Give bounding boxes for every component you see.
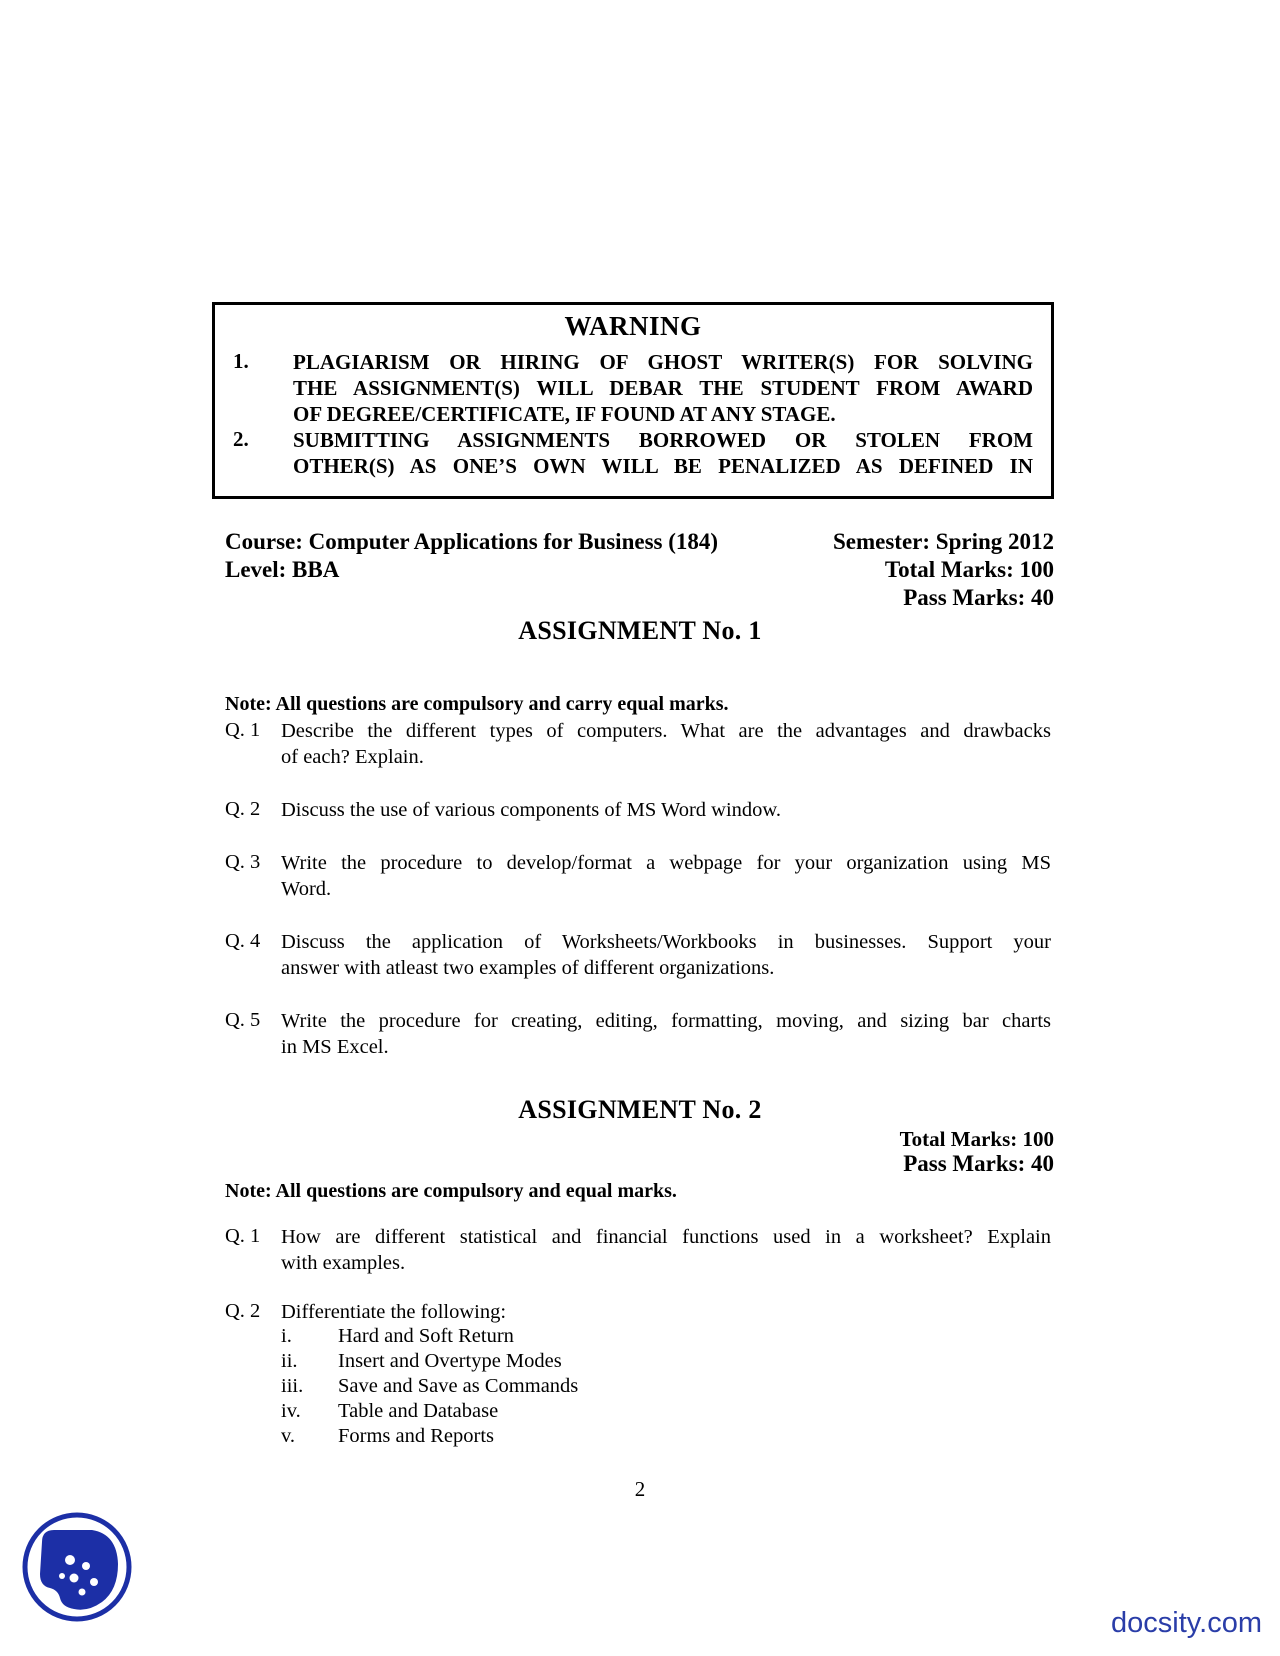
list-item: Save and Save as Commands xyxy=(338,1375,579,1397)
assignment-2-pass-marks: Pass Marks: 40 xyxy=(903,1151,1054,1176)
question-line: in MS Excel. xyxy=(281,1036,389,1058)
question-line: Describe the different types of computers. What are the advantages and drawbacks xyxy=(281,720,1051,742)
semester-label: Semester: Spring 2012 xyxy=(832,529,1054,554)
question-label: Q. 1 xyxy=(225,719,261,741)
course-label: Course: Computer Applications for Business (184) xyxy=(225,529,719,554)
question-line: answer with atleast two examples of different organizations. xyxy=(281,957,775,979)
pass-marks-label: Pass Marks: 40 xyxy=(903,585,1054,610)
question-label: Q. 1 xyxy=(225,1225,261,1247)
total-marks-label: Total Marks: 100 xyxy=(884,557,1054,582)
page-number: 2 xyxy=(634,1477,646,1501)
warning-line: OF DEGREE/CERTIFICATE, IF FOUND AT ANY STAGE. xyxy=(293,402,836,426)
warning-line: PLAGIARISM OR HIRING OF GHOST WRITER(S) FOR SOLVING xyxy=(293,350,1033,374)
question-line: How are different statistical and financial functions used in a worksheet? Explain xyxy=(281,1226,1051,1248)
question-line: Differentiate the following: xyxy=(281,1301,507,1323)
question-label: Q. 3 xyxy=(225,851,261,873)
question-line: Discuss the application of Worksheets/Workbooks in businesses. Support your xyxy=(281,931,1051,953)
question-label: Q. 2 xyxy=(225,1300,261,1322)
question-line: Discuss the use of various components of MS Word window. xyxy=(281,799,781,821)
assignment-2-title: ASSIGNMENT No. 2 xyxy=(518,1095,762,1124)
brand-link[interactable]: docsity.com xyxy=(1111,1607,1262,1639)
assignment-2-total-marks: Total Marks: 100 xyxy=(899,1127,1054,1151)
list-item-number: iii. xyxy=(281,1375,304,1397)
question-label: Q. 4 xyxy=(225,930,261,952)
warning-item-number: 2. xyxy=(233,427,249,451)
list-item: Forms and Reports xyxy=(338,1425,495,1447)
warning-box xyxy=(212,302,1054,499)
question-line: Word. xyxy=(281,878,332,900)
warning-line: SUBMITTING ASSIGNMENTS BORROWED OR STOLEN FROM xyxy=(293,428,1033,452)
warning-title: WARNING xyxy=(564,311,702,341)
assignment-2-note: Note: All questions are compulsory and equal marks. xyxy=(225,1180,677,1202)
list-item: Hard and Soft Return xyxy=(338,1325,514,1347)
warning-line: THE ASSIGNMENT(S) WILL DEBAR THE STUDENT FROM AWARD xyxy=(293,376,1033,400)
assignment-1-note: Note: All questions are compulsory and carry equal marks. xyxy=(225,693,729,715)
docsity-logo-icon[interactable] xyxy=(22,1512,132,1622)
question-label: Q. 2 xyxy=(225,798,261,820)
warning-item-number: 1. xyxy=(233,349,249,373)
question-line: with examples. xyxy=(281,1252,406,1274)
question-label: Q. 5 xyxy=(225,1009,261,1031)
assignment-1-title: ASSIGNMENT No. 1 xyxy=(518,616,762,645)
list-item: Insert and Overtype Modes xyxy=(338,1350,562,1372)
list-item-number: v. xyxy=(281,1425,296,1447)
list-item-number: ii. xyxy=(281,1350,298,1372)
list-item-number: i. xyxy=(281,1325,292,1347)
docsity-logo-graphic xyxy=(22,1512,132,1622)
list-item-number: iv. xyxy=(281,1400,301,1422)
question-line: Write the procedure to develop/format a webpage for your organization using MS xyxy=(281,852,1051,874)
level-label: Level: BBA xyxy=(225,557,340,582)
question-line: Write the procedure for creating, editing, formatting, moving, and sizing bar charts xyxy=(281,1010,1051,1032)
warning-line: OTHER(S) AS ONE’S OWN WILL BE PENALIZED AS DEFINED IN xyxy=(293,454,1033,478)
question-line: of each? Explain. xyxy=(281,746,424,768)
list-item: Table and Database xyxy=(338,1400,499,1422)
